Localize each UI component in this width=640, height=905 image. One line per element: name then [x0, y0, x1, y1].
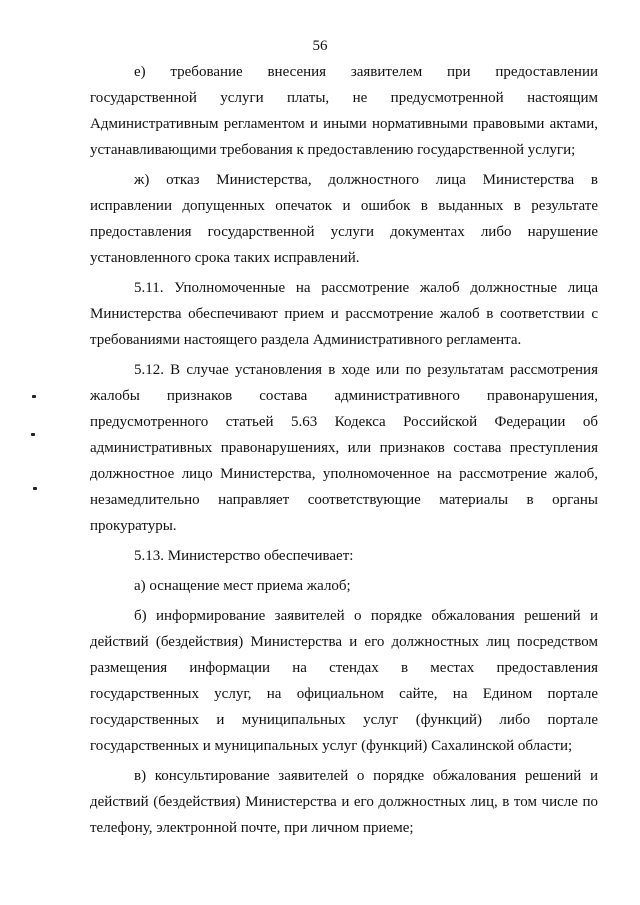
document-body: [90, 59, 598, 841]
paragraph-a: а) оснащение мест приема жалоб;: [134, 578, 351, 594]
paragraph-5-11: 5.11. Уполномоченные на рассмотрение жалоб должностные лица Министерства обеспечивают прием и рассмотрение жалоб в соответствии с требованиями настоящего раздела Административного регламента.: [90, 280, 598, 348]
paragraph-5-12: 5.12. В случае установления в ходе или по результатам рассмотрения жалобы признаков состава административного правонарушения, предусмотренного статьей 5.63 Кодекса Российской Федерации об административных правонарушениях, или признаков состава преступления должностное лицо Министерства, уполномоченное на рассмотрение жалоб, незамедлительно направляет соответствующие материалы в органы прокуратуры.: [90, 362, 598, 534]
paragraph-b: б) информирование заявителей о порядке обжалования решений и действий (бездействия) Министерства и его должностных лиц посредством размещения информации на стендах в местах предоставления государственных услуг, на официальном сайте, на Едином портале государственных и муниципальных услуг (функций) либо портале государственных и муниципальных услуг (функций) Сахалинской области;: [90, 608, 598, 754]
page-number: 56: [312, 38, 328, 54]
paragraph-e: е) требование внесения заявителем при предоставлении государственной услуги платы, не предусмотренной настоящим Административным регламентом и иными нормативными правовыми актами, устанавливающими требования к предоставлению государственной услуги;: [90, 64, 598, 158]
scan-mark: [33, 487, 37, 490]
scan-mark: [32, 395, 36, 398]
paragraph-zh: ж) отказ Министерства, должностного лица Министерства в исправлении допущенных опечаток и ошибок в выданных в результате предоставления государственной услуги документах либо нарушение установленного срока таких исправлений.: [90, 172, 598, 266]
paragraph-v: в) консультирование заявителей о порядке обжалования решений и действий (бездействия) Министерства и его должностных лиц, в том числе по телефону, электронной почте, при личном приеме;: [90, 768, 598, 836]
paragraph-5-13: 5.13. Министерство обеспечивает:: [134, 548, 354, 564]
scan-mark: [31, 433, 35, 436]
